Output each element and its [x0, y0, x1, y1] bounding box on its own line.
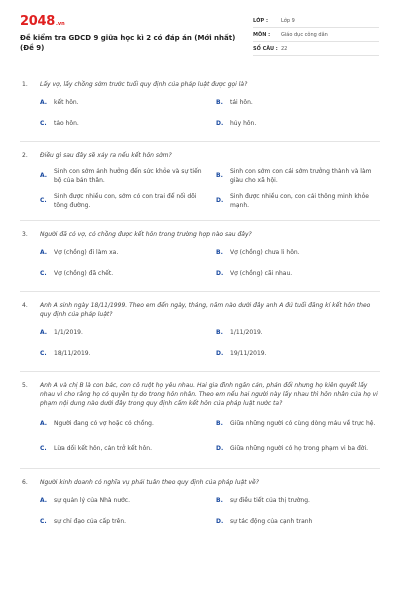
answer-options: [34, 322, 380, 364]
page-title: Đề kiểm tra GDCD 9 giữa học kì 2 có đáp án (Mới nhất) (Đề 9): [20, 34, 236, 52]
divider: [20, 141, 380, 142]
question: [20, 381, 380, 469]
question-text: [20, 301, 380, 319]
option-text: Sinh con sớm con cái sớm trưởng thành và làm giàu cho xã hội.: [230, 167, 372, 184]
option-text: Giữa những người có cùng dòng máu về trực hệ.: [230, 420, 376, 427]
answer-option[interactable]: [34, 411, 204, 436]
option-text: sự quản lý của Nhà nước.: [54, 497, 131, 504]
option-text: Giữa những người có họ trong phạm vi ba đời.: [230, 445, 369, 452]
answer-option[interactable]: [210, 411, 380, 436]
answer-options: [34, 242, 380, 284]
option-text: Sinh được nhiều con, sớm có con trai để nối dõi tông đường.: [54, 192, 197, 209]
question-prompt: Người đã có vợ, có chồng được kết hôn trong trường hợp nào sau đây?: [40, 231, 252, 238]
option-letter: B.: [216, 497, 223, 504]
answer-option[interactable]: [34, 242, 204, 263]
option-letter: A.: [40, 99, 48, 106]
question-number: 2.: [22, 152, 28, 159]
divider: [20, 291, 380, 292]
question-text: [20, 80, 380, 89]
answer-option[interactable]: [34, 436, 204, 461]
question-text: [20, 381, 380, 408]
answer-option[interactable]: [34, 113, 204, 134]
option-letter: B.: [216, 99, 223, 106]
answer-option[interactable]: [210, 322, 380, 343]
question-number: 4.: [22, 302, 28, 309]
question-prompt: Anh A sinh ngày 18/11/1999. Theo em đến ngày, tháng, năm nào dưới đây anh A đủ tuổi đăng kí kết hôn theo quy định của pháp luật?: [40, 302, 371, 318]
question: [20, 301, 380, 372]
question-text: [20, 230, 380, 239]
option-text: hủy hôn.: [230, 120, 257, 127]
option-letter: A.: [40, 329, 48, 336]
option-letter: A.: [40, 420, 48, 427]
answer-option[interactable]: [34, 92, 204, 113]
option-text: Sinh được nhiều con, con cái thông minh khỏe mạnh.: [230, 192, 369, 209]
question-list: [20, 80, 380, 532]
answer-option[interactable]: [34, 163, 204, 188]
question-number: 5.: [22, 382, 28, 389]
option-letter: B.: [216, 172, 223, 179]
question: [20, 151, 380, 221]
answer-option[interactable]: [210, 113, 380, 134]
logo-suffix: .vn: [55, 21, 65, 27]
option-text: Lừa dối kết hôn, cản trở kết hôn.: [54, 445, 152, 452]
answer-option[interactable]: [210, 436, 380, 461]
question-prompt: Người kinh doanh có nghĩa vụ phải tuân theo quy định của pháp luật về?: [40, 479, 259, 486]
option-letter: B.: [216, 420, 223, 427]
answer-option[interactable]: [210, 92, 380, 113]
option-letter: D.: [216, 350, 224, 357]
option-letter: C.: [40, 270, 47, 277]
answer-option[interactable]: [34, 188, 204, 213]
answer-option[interactable]: [34, 511, 204, 532]
option-text: Vợ (chồng) đã chết.: [54, 270, 114, 277]
option-letter: D.: [216, 120, 224, 127]
option-text: kết hôn.: [54, 99, 79, 106]
meta-label: LỚP :: [253, 17, 268, 24]
answer-option[interactable]: [210, 242, 380, 263]
option-letter: B.: [216, 249, 223, 256]
option-text: Vợ (chồng) cãi nhau.: [230, 270, 293, 277]
answer-options: [34, 92, 380, 134]
answer-option[interactable]: [210, 343, 380, 364]
question: [20, 478, 380, 532]
answer-option[interactable]: [34, 343, 204, 364]
question: [20, 230, 380, 292]
option-letter: C.: [40, 350, 47, 357]
option-letter: A.: [40, 172, 48, 179]
option-text: Vợ (chồng) đi làm xa.: [54, 249, 119, 256]
meta-row-subject: [253, 28, 379, 42]
option-text: sự điều tiết của thị trường.: [230, 497, 310, 504]
option-letter: D.: [216, 270, 224, 277]
option-text: sự tác động của cạnh tranh: [230, 518, 313, 525]
exam-meta-table: [253, 14, 379, 56]
meta-value: 22: [281, 45, 288, 52]
option-text: tảo hôn.: [54, 120, 79, 127]
answer-option[interactable]: [210, 188, 380, 213]
site-logo[interactable]: [20, 14, 65, 30]
option-letter: C.: [40, 445, 47, 452]
logo-number: 2048: [20, 14, 55, 29]
meta-value: Lớp 9: [281, 17, 295, 24]
option-text: Người đang có vợ hoặc có chồng.: [54, 420, 154, 427]
question-prompt: Anh A và chị B là con bác, con cô ruột họ yêu nhau. Hai gia đình ngăn cản, phản đối nhưng họ kiên quyết lấy nhau vì cho rằng họ có quyền tự do trong hôn nhân. Theo em nếu hai người này lấy nhau thì hôn nhân của họ vi phạm nội dung nào dưới đây trong quy định cấm kết hôn của pháp luật nước ta?: [40, 382, 378, 407]
answer-option[interactable]: [34, 263, 204, 284]
question-number: 6.: [22, 479, 28, 486]
meta-label: MÔN :: [253, 31, 271, 38]
answer-option[interactable]: [210, 263, 380, 284]
option-letter: A.: [40, 497, 48, 504]
page-header: [0, 0, 400, 64]
option-letter: C.: [40, 120, 47, 127]
meta-label: SỐ CÂU :: [253, 45, 278, 52]
question-number: 3.: [22, 231, 28, 238]
option-text: 1/1/2019.: [54, 329, 83, 336]
question-text: [20, 478, 380, 487]
answer-option[interactable]: [210, 511, 380, 532]
meta-value: Giáo dục công dân: [281, 31, 328, 38]
option-letter: C.: [40, 197, 47, 204]
divider: [20, 468, 380, 469]
question-number: 1.: [22, 81, 28, 88]
answer-options: [34, 163, 380, 213]
option-text: 1/11/2019.: [230, 329, 263, 336]
answer-options: [34, 490, 380, 532]
option-text: tái hôn.: [230, 99, 253, 106]
meta-row-count: [253, 42, 379, 56]
option-letter: A.: [40, 249, 48, 256]
answer-options: [34, 411, 380, 461]
option-letter: D.: [216, 197, 224, 204]
option-letter: C.: [40, 518, 47, 525]
option-letter: D.: [216, 445, 224, 452]
divider: [20, 220, 380, 221]
option-text: Sinh con sớm ảnh hưởng đến sức khỏe và sự tiến bộ của bản thân.: [54, 167, 202, 184]
option-text: sự chỉ đạo của cấp trên.: [54, 518, 127, 525]
answer-option[interactable]: [34, 322, 204, 343]
option-text: 19/11/2019.: [230, 350, 267, 357]
question: [20, 80, 380, 142]
question-prompt: Điều gì sau đây sẽ xảy ra nếu kết hôn sớm?: [40, 152, 172, 159]
divider: [20, 371, 380, 372]
answer-option[interactable]: [210, 163, 380, 188]
option-text: Vợ (chồng) chưa li hôn.: [230, 249, 300, 256]
answer-option[interactable]: [210, 490, 380, 511]
option-letter: D.: [216, 518, 224, 525]
answer-option[interactable]: [34, 490, 204, 511]
option-text: 18/11/2019.: [54, 350, 91, 357]
question-text: [20, 151, 380, 160]
meta-row-class: [253, 14, 379, 28]
question-prompt: Lấy vợ, lấy chồng sớm trước tuổi quy định của pháp luật được gọi là?: [40, 81, 248, 88]
option-letter: B.: [216, 329, 223, 336]
